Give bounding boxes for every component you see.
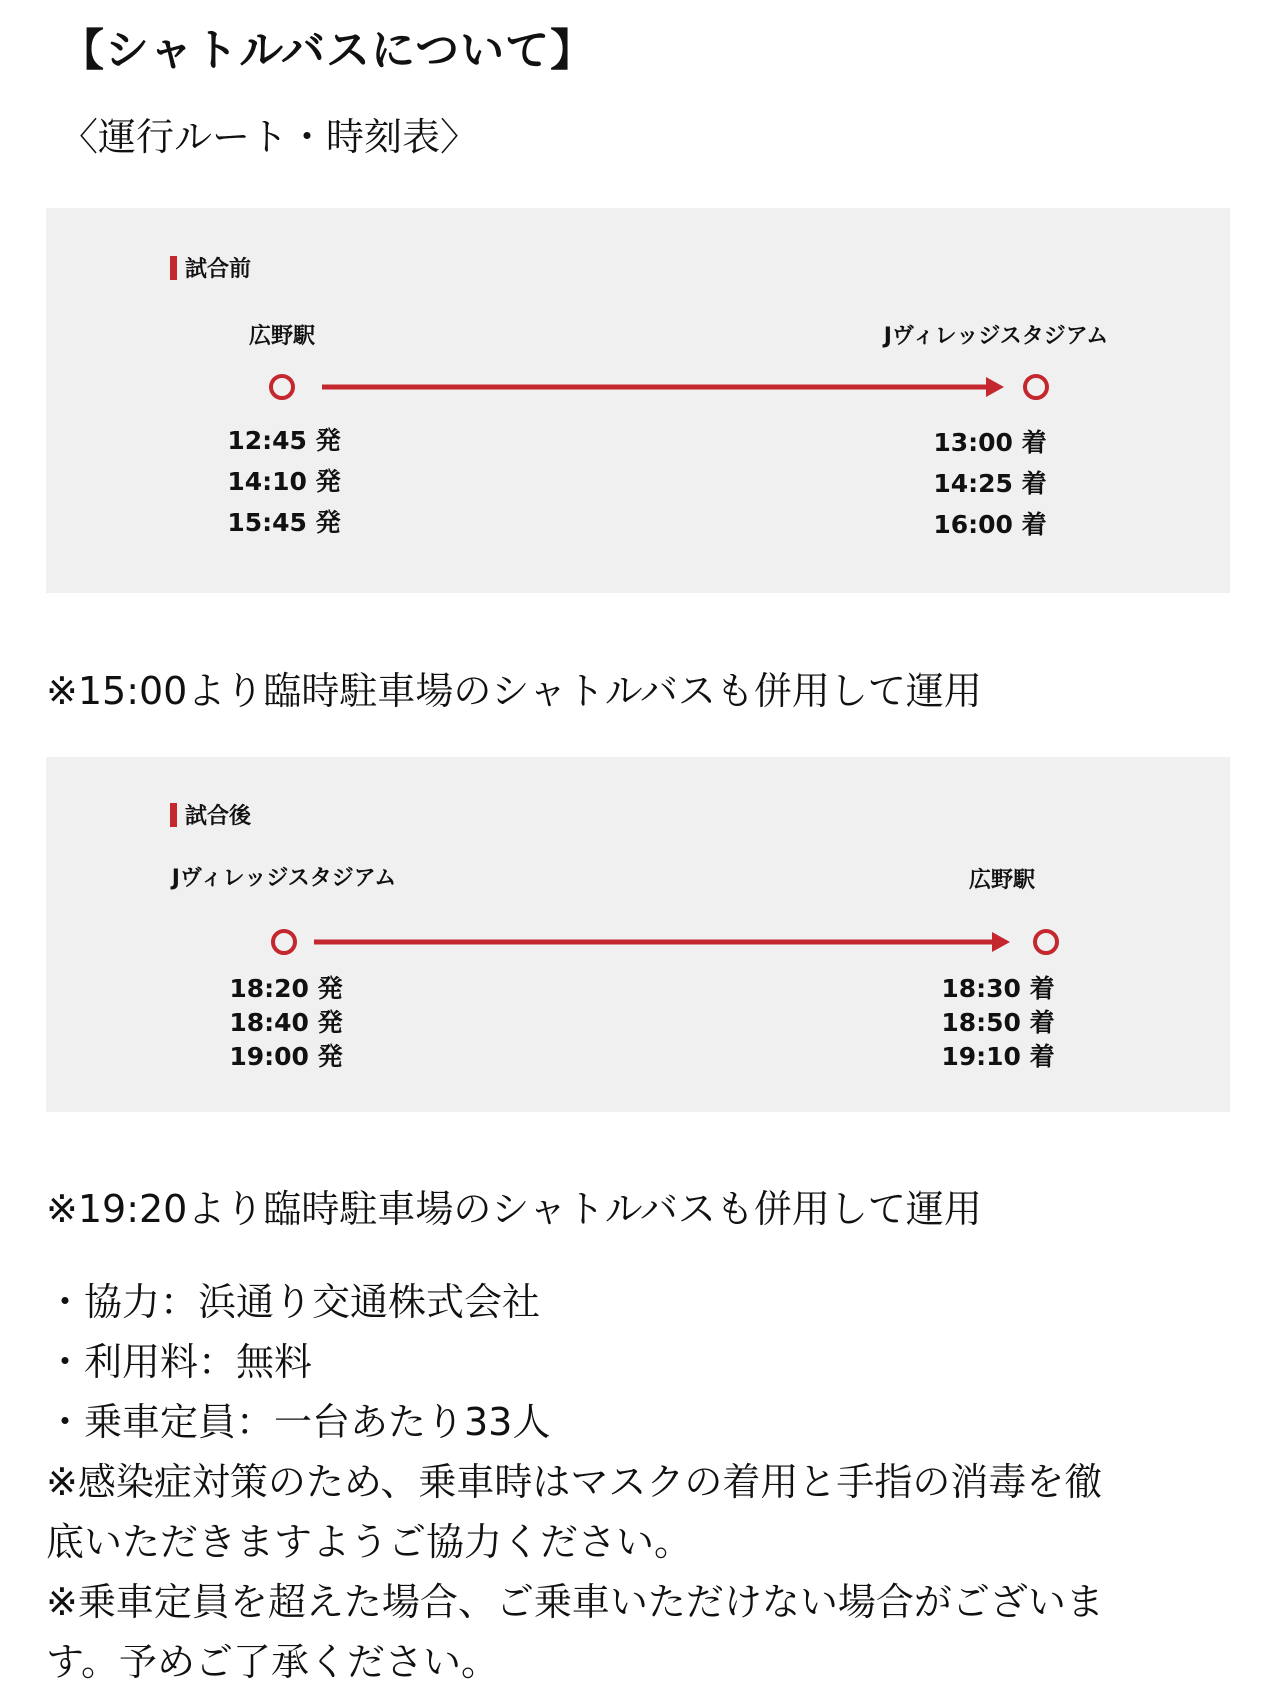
arrival-time: 16:00 着 [933, 510, 1047, 539]
note-after-match: ※19:20より臨時駐車場のシャトルバスも併用して運用 [46, 1187, 982, 1231]
arrival-times [941, 972, 1054, 1074]
info-cooperation: ・協力：浜通り交通株式会社 [46, 1280, 541, 1324]
info-capacity-note-continued: す。予めご了承ください。 [46, 1640, 499, 1684]
arrival-time: 18:50 着 [941, 1008, 1055, 1037]
origin-station: Jヴィレッジスタジアム [171, 866, 397, 891]
page-subtitle: 〈運行ルート・時刻表〉 [60, 115, 479, 159]
departure-time: 19:00 発 [229, 1042, 343, 1071]
info-capacity: ・乗車定員：一台あたり33人 [46, 1400, 551, 1444]
departure-time: 15:45 発 [227, 508, 341, 537]
info-mask-note-continued: 底いただきますようご協力ください。 [46, 1520, 693, 1564]
section-label-text: 試合前 [185, 257, 252, 282]
route-arrow [46, 208, 1230, 593]
note-before-match: ※15:00より臨時駐車場のシャトルバスも併用して運用 [46, 669, 982, 713]
destination-station: Jヴィレッジスタジアム [883, 324, 1109, 349]
destination-stop-icon [1035, 931, 1057, 953]
section-label-text: 試合後 [185, 804, 252, 829]
arrival-time: 14:25 着 [933, 469, 1047, 498]
departure-time: 14:10 発 [227, 467, 341, 496]
info-capacity-note: ※乗車定員を超えた場合、ご乗車いただけない場合がございま [46, 1580, 1104, 1624]
origin-stop-icon [271, 376, 293, 398]
departure-times [227, 420, 340, 543]
arrow-head-icon [992, 932, 1010, 952]
page-title: 【シャトルバスについて】 [60, 25, 596, 76]
timetable-after-match [46, 757, 1230, 1112]
departure-time: 18:20 発 [229, 974, 343, 1003]
arrow-head-icon [986, 377, 1004, 397]
departure-time: 18:40 発 [229, 1008, 343, 1037]
service-info [46, 1272, 1246, 1692]
destination-stop-icon [1025, 376, 1047, 398]
arrival-time: 18:30 着 [941, 974, 1055, 1003]
departure-times [229, 972, 342, 1074]
info-fee: ・利用料：無料 [46, 1340, 313, 1384]
departure-time: 12:45 発 [227, 426, 341, 455]
origin-station: 広野駅 [248, 324, 316, 349]
arrival-time: 13:00 着 [933, 428, 1047, 457]
arrival-times [933, 422, 1046, 545]
arrival-time: 19:10 着 [941, 1042, 1055, 1071]
timetable-before-match [46, 208, 1230, 593]
info-mask-note: ※感染症対策のため、乗車時はマスクの着用と手指の消毒を徹 [46, 1460, 1103, 1504]
destination-station: 広野駅 [968, 868, 1036, 893]
origin-stop-icon [273, 931, 295, 953]
